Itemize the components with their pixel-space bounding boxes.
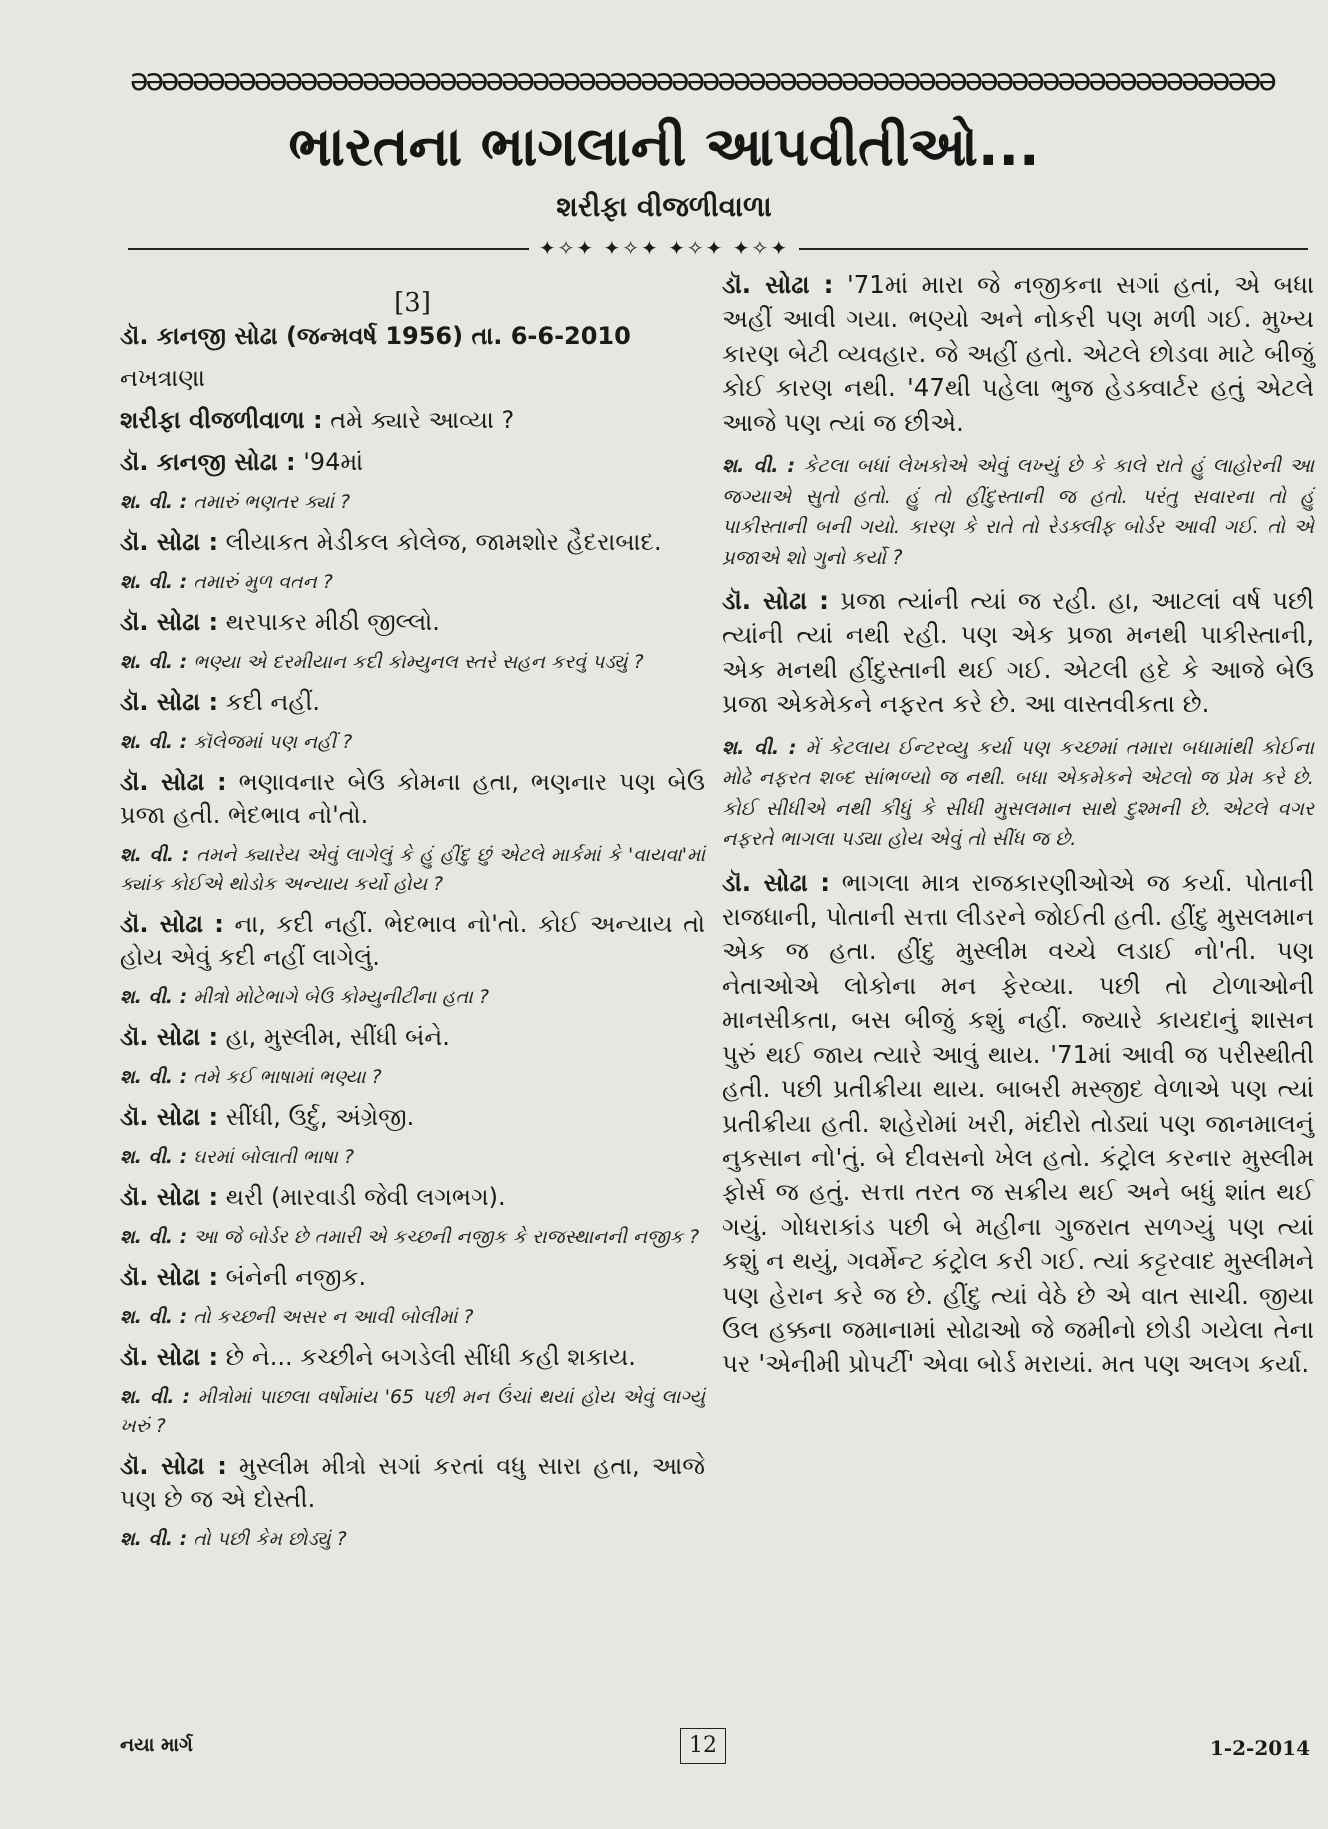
speaker-label: ડૉ. કાનજી સોઢા (જન્મવર્ષ 1956) તા. 6-6-2010 [120, 322, 631, 350]
speaker-label: ડૉ. સોઢા : [722, 586, 829, 616]
speaker-label: શ. વી. : [120, 1528, 188, 1550]
interview-answer [120, 526, 705, 559]
interview-answer [120, 1181, 705, 1214]
paragraph-text: ઘરમાં બોલાતી ભાષા ? [187, 1146, 354, 1168]
interview-answer [120, 1450, 705, 1516]
paragraph-text: તમારું ભણતર ક્યાં ? [187, 491, 351, 513]
speaker-label: શ. વી. : [120, 1146, 188, 1168]
speaker-label: ડૉ. સોઢા : [120, 688, 219, 716]
interviewer-question [120, 1063, 705, 1092]
interviewer-question [120, 1525, 705, 1554]
paragraph-text: કેટલા બધાં લેખકોએ એવું લખ્યું છે કે કાલે રાતે હું લાહોરની આ જગ્યાએ સુતો હતો. હું તો હીંદુસ્તાની જ હતો. પરંતુ સવારના તો હું પાકીસ્તાની બની ગયો. કારણ કે રાતે તો રેડક્લીફ બોર્ડર આવી ગઈ. તો એ પ્રજાએ શો ગુનો કર્યો ? [722, 454, 1315, 569]
interview-answer [120, 1341, 705, 1374]
interviewer-question [120, 1303, 705, 1332]
speaker-label: શ. વી. : [120, 571, 188, 593]
interviewer-question [120, 648, 705, 677]
interview-answer [722, 268, 1314, 440]
interview-answer [120, 446, 705, 479]
paragraph-text: નખત્રાણા [120, 364, 206, 392]
speaker-label: શ. વી. : [722, 735, 797, 759]
speaker-label: ડૉ. સોઢા : [120, 910, 224, 938]
paragraph-text: હા, મુસ્લીમ, સીંધી બંને. [218, 1023, 450, 1051]
page-footer [120, 1728, 1310, 1768]
paragraph-text: તમે ક્યારે આવ્યા ? [322, 406, 515, 434]
paragraph-text: મેં કેટલાય ઈન્ટરવ્યુ કર્યા પણ કચ્છમાં તમારા બધામાંથી કોઈના મોઢે નફરત શબ્દ સાંભળ્યો જ નથી. બધા એકમેકને એટલો જ પ્રેમ કરે છે. કોઈ સીધીએ નથી કીધું કે સીધી મુસલમાન સાથે દુશ્મની છે. એટલે વગર નફરતે ભાગલા પડ્યા હોય એવું તો સીંધ જ છે. [722, 735, 1315, 851]
right-column [722, 268, 1314, 1393]
interview-answer [120, 686, 705, 719]
speaker-label: શરીફા વીજળીવાળા : [120, 406, 323, 434]
section-number: [3] [394, 288, 431, 318]
interviewer-question [120, 488, 705, 517]
paragraph-text: '94માં [295, 448, 364, 476]
interviewer-question [120, 983, 705, 1012]
interview-answer [120, 1261, 705, 1294]
top-ornament-border: ǝǝǝǝǝǝǝǝǝǝǝǝǝǝǝǝǝǝǝǝǝǝǝǝǝǝǝǝǝǝǝǝǝǝǝǝǝǝǝǝǝǝǝǝǝǝǝǝǝǝǝǝǝǝǝǝǝǝǝǝǝǝǝǝǝǝǝǝǝǝǝǝǝǝ [130, 64, 1274, 98]
paragraph-text: મીત્રો મોટેભાગે બેઉ કોમ્યુનીટીના હતા ? [187, 986, 489, 1008]
interviewer-question [120, 1143, 705, 1172]
interviewer-question [120, 841, 705, 899]
interview-answer [120, 606, 705, 639]
paragraph-text: પ્રજા ત્યાંની ત્યાં જ રહી. હા, આટલાં વર્ષ પછી ત્યાંની ત્યાં નથી રહી. પણ એક પ્રજા મનથી પાકીસ્તાની, એક મનથી હીંદુસ્તાની થઈ ગઈ. એટલી હદે કે આજે બેઉ પ્રજા એકમેકને નફરત કરે છે. આ વાસ્તવીકતા છે. [722, 586, 1314, 719]
paragraph-text: આ જે બોર્ડર છે તમારી એ કચ્છની નજીક કે રાજસ્થાનની નજીક ? [187, 1226, 700, 1248]
paragraph-text: સીંધી, ઉર્દુ, અંગ્રેજી. [218, 1103, 415, 1131]
speaker-label: શ. વી. : [120, 491, 188, 513]
speaker-label: ડૉ. સોઢા : [120, 1452, 227, 1480]
paragraph-text: લીયાકત મેડીકલ કોલેજ, જામશોર હૈદરાબાદ. [218, 528, 662, 556]
author-name: શરીફા વીજળીવાળા [556, 190, 772, 223]
title-divider-ornament: ✦✧✦ ✦✧✦ ✦✧✦ ✦✧✦ [0, 236, 1328, 260]
interview-answer [722, 866, 1314, 1382]
speaker-label: ડૉ. સોઢા : [120, 1343, 219, 1371]
speaker-label: ડૉ. કાનજી સોઢા : [120, 448, 296, 476]
paragraph-text: મુસ્લીમ મીત્રો સગાં કરતાં વધુ સારા હતા, આજે પણ છે જ એ દોસ્તી. [120, 1452, 705, 1513]
paragraph-text: '71માં મારા જે નજીકના સગાં હતાં, એ બધા અહીં આવી ગયા. ભણ્યો અને નોકરી પણ મળી ગઈ. મુખ્ય કારણ બેટી વ્યવહાર. જે અહીં હતો. એટલે છોડવા માટે બીજું કોઈ કારણ નથી. '47થી પહેલા ભુજ હેડક્વાર્ટર હતું એટલે આજે પણ ત્યાં જ છીએ. [722, 270, 1314, 437]
article-title: ભારતના ભાગલાની આપવીતીઓ... [288, 115, 1040, 178]
paragraph-text: ભાગલા માત્ર રાજકારણીઓએ જ કર્યા. પોતાની રાજધાની, પોતાની સત્તા લીડરને જોઈતી હતી. હીંદુ મુસલમાન એક જ હતા. હીંદુ મુસ્લીમ વચ્ચે લડાઈ નો'તી. પણ નેતાઓએ લોકોના મન ફેરવ્યા. પછી તો ટોળાઓની માનસીકતા, બસ બીજું કશું નહીં. જ્યારે કાયદાનું શાસન પુરું થઈ જાય ત્યારે આવું થાય. '71માં આવી જ પરીસ્થીતી હતી. પછી પ્રતીક્રીયા થાય. બાબરી મસ્જીદ વેળાએ પણ ત્યાં પ્રતીક્રીયા હતી. શહેરોમાં ખરી, મંદીરો તોડ્યાં પણ જાનમાલનું નુકસાન નો'તું. બે દીવસનો ખેલ હતો. કંટ્રોલ કરનાર મુસ્લીમ ફોર્સ જ હતું. સત્તા તરત જ સક્રીય થઈ અને બધું શાંત થઈ ગયું. ગોધરાકાંડ પછી બે મહીના ગુજરાત સળગ્યું પણ ત્યાં કશું ન થયું, ગવર્મેન્ટ કંટ્રોલ કરી ગઈ. ત્યાં કટ્ટરવાદ મુસ્લીમને પણ હેરાન કરે જ છે. હીંદુ ત્યાં વેઠે છે એ વાત સાચી. જીયા ઉલ હક્કના જમાનામાં સોઢાઓ જે જમીનો છોડી ગયેલા તેના પર 'એનીમી પ્રોપર્ટી' એવા બોર્ડ મરાયાં. મત પણ અલગ કર્યા. [722, 867, 1314, 1379]
interviewer-question [120, 1223, 705, 1252]
speaker-label: શ. વી. : [120, 986, 188, 1008]
paragraph-text: થરી (મારવાડી જેવી લગભગ). [218, 1183, 506, 1211]
paragraph-text: તમે કઈ ભાષામાં ભણ્યા ? [187, 1066, 382, 1088]
paragraph-text: કૉલેજમાં પણ નહીં ? [187, 731, 353, 753]
interview-answer [120, 766, 705, 832]
speaker-label: શ. વી. : [120, 1306, 188, 1328]
left-column-body [120, 320, 705, 1554]
interview-answer [120, 362, 705, 395]
paragraph-text: મીત્રોમાં પાછલા વર્ષોમાંય '65 પછી મન ઉંચાં થયાં હોય એવું લાગ્યું ખરું ? [120, 1386, 705, 1437]
speaker-label: ડૉ. સોઢા : [120, 1023, 219, 1051]
paragraph-text: બંનેની નજીક. [218, 1263, 367, 1291]
interviewer-question [120, 568, 705, 597]
interview-answer [722, 584, 1314, 722]
paragraph-text: તો કચ્છની અસર ન આવી બોલીમાં ? [187, 1306, 474, 1328]
page-number: 12 [680, 1728, 726, 1764]
interview-answer [120, 1021, 705, 1054]
speaker-label: ડૉ. સોઢા : [120, 528, 219, 556]
speaker-label: ડૉ. સોઢા : [120, 1183, 219, 1211]
paragraph-text: તો પછી કેમ છોડ્યું ? [187, 1528, 347, 1550]
interview-answer [120, 404, 705, 437]
speaker-label: શ. વી. : [120, 844, 190, 866]
speaker-label: ડૉ. સોઢા : [722, 867, 831, 897]
paragraph-text: થરપાકર મીઠી જીલ્લો. [218, 608, 440, 636]
speaker-label: શ. વી. : [120, 1226, 188, 1248]
interviewer-question [120, 728, 705, 757]
speaker-label: શ. વી. : [120, 651, 188, 673]
magazine-name: નયા માર્ગ [120, 1734, 193, 1756]
interviewer-question [120, 1383, 705, 1441]
speaker-label: ડૉ. સોઢા : [722, 270, 834, 299]
speaker-label: શ. વી. : [120, 731, 188, 753]
speaker-label: ડૉ. સોઢા : [120, 768, 227, 796]
paragraph-text: ભણાવનાર બેઉ કોમના હતા, ભણનાર પણ બેઉ પ્રજા હતી. ભેદભાવ નો'તો. [120, 768, 706, 829]
speaker-label: ડૉ. સોઢા : [120, 1263, 219, 1291]
paragraph-text: તમને ક્યારેય એવું લાગેલું કે હું હીંદુ છું એટલે માર્કમાં કે 'વાયવા'માં ક્યાંક કોઈએ થોડોક અન્યાય કર્યો હોય ? [120, 844, 706, 895]
paragraph-text: છે ને... કચ્છીને બગડેલી સીંધી કહી શકાય. [218, 1343, 636, 1371]
speaker-label: શ. વી. : [120, 1386, 191, 1408]
paragraph-text: ના, કદી નહીં. ભેદભાવ નો'તો. કોઈ અન્યાય તો હોય એવું કદી નહીં લાગેલું. [120, 910, 705, 971]
interviewer-question [722, 733, 1314, 855]
interview-answer [120, 908, 705, 974]
issue-date: 1-2-2014 [1209, 1736, 1310, 1760]
paragraph-text: કદી નહીં. [218, 688, 320, 716]
speaker-label: શ. વી. : [722, 454, 796, 478]
paragraph-text: તમારું મુળ વતન ? [187, 571, 333, 593]
interview-answer [120, 320, 705, 353]
interviewer-question [722, 451, 1314, 573]
speaker-label: ડૉ. સોઢા : [120, 1103, 219, 1131]
speaker-label: શ. વી. : [120, 1066, 188, 1088]
left-column [120, 282, 705, 1563]
paragraph-text: ભણ્યા એ દરમીયાન કદી કોમ્યુનલ સ્તરે સહન કરવું પડ્યું ? [187, 651, 644, 673]
interview-answer [120, 1101, 705, 1134]
speaker-label: ડૉ. સોઢા : [120, 608, 219, 636]
right-column-body [722, 268, 1314, 1382]
